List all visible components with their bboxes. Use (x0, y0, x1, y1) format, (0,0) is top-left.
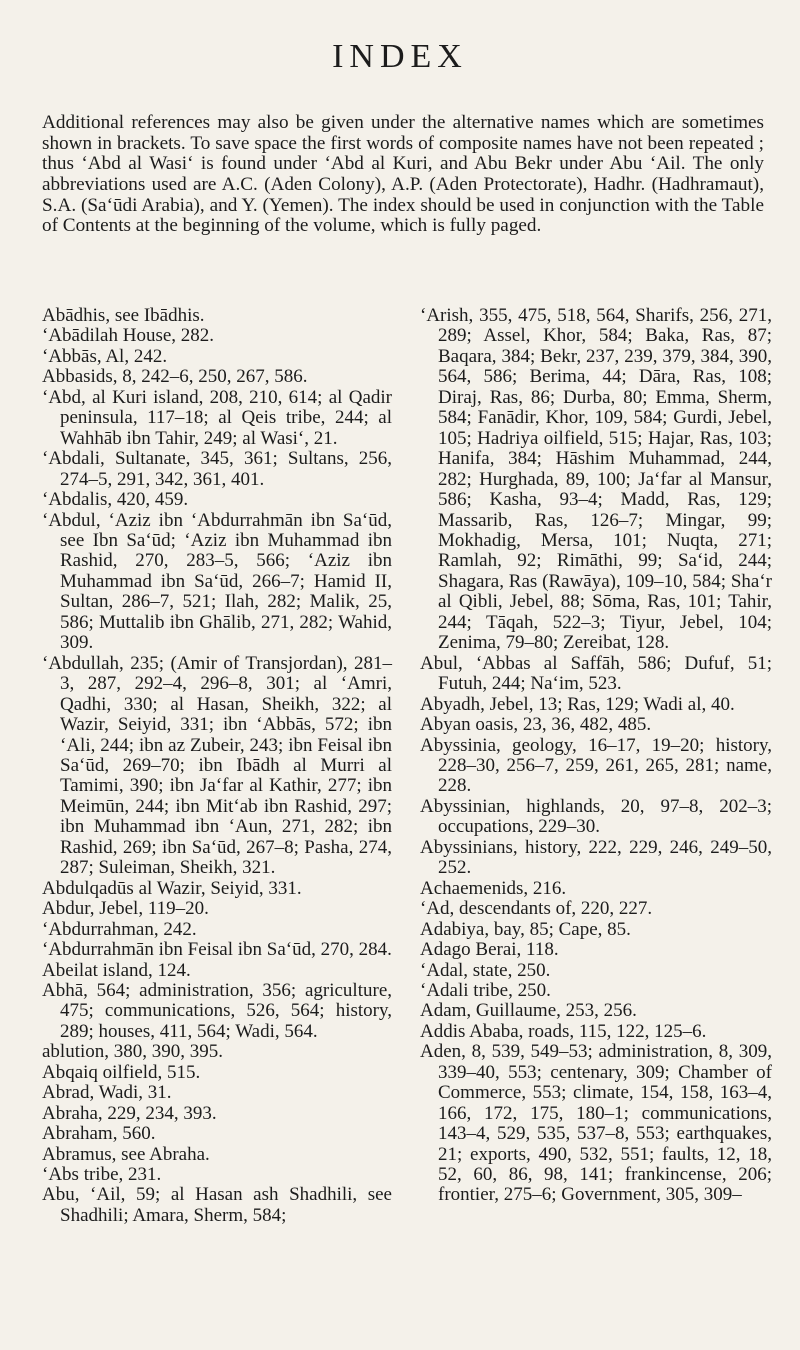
index-columns (42, 306, 772, 1226)
index-entry: Abdur, Jebel, 119–20. (42, 898, 209, 920)
index-entry: Abhā, 564; administration, 356; agriculture, 475; communications, 526, 564; history, 289; houses, 411, 564; Wadi, 564. (42, 979, 392, 1042)
index-column-left (42, 306, 392, 1226)
index-entry: ‘Ad, descendants of, 220, 227. (420, 898, 653, 920)
intro-paragraph: Additional references may also be given under the alternative names which are sometimes shown in brackets. To save space the first words of composite names have not been repeated ; thus ‘Abd al Wasi‘ is found under ‘Abd al Kuri, and Abu Bekr under Abu ‘Ail. The only abbreviations used are A.C. (Aden Colony), A.P. (Aden Protectorate), Hadhr. (Hadhramaut), S.A. (Sa‘ūdi Arabia), and Y. (Yemen). The index should be used in conjunction with the Table of Contents at the beginning of the volume, which is fully paged. (42, 112, 764, 237)
index-entry: Achaemenids, 216. (420, 877, 567, 899)
index-entry: Aden, 8, 539, 549–53; administration, 8, 309, 339–40, 553; centenary, 309; Chamber of Commerce, 553; climate, 154, 158, 163–4, 166, 172, 175, 180–1; communications, 143–4, 529, 535, 537–8, 553; earthquakes, 21; exports, 490, 532, 551; faults, 12, 18, 52, 60, 86, 98, 141; frankincense, 206; frontier, 275–6; Government, 305, 309– (420, 1041, 772, 1206)
index-entry: Abu, ‘Ail, 59; al Hasan ash Shadhili, see Shadhili; Amara, Sherm, 584; (42, 1184, 392, 1226)
index-entry: Abeilat island, 124. (42, 959, 191, 981)
index-entry: ‘Abdurrahman, 242. (42, 918, 197, 940)
index-entry: Abramus, see Abraha. (42, 1143, 210, 1165)
index-entry: Adabiya, bay, 85; Cape, 85. (420, 918, 631, 940)
index-entry: ‘Abs tribe, 231. (42, 1164, 162, 1186)
index-entry: Abyadh, Jebel, 13; Ras, 129; Wadi al, 40. (420, 693, 735, 715)
index-entry: ‘Abbās, Al, 242. (42, 345, 168, 367)
index-entry: ‘Abd, al Kuri island, 208, 210, 614; al Qadir peninsula, 117–18; al Qeis tribe, 244; al Wahhāb ibn Tahir, 249; al Wasi‘, 21. (42, 386, 392, 449)
index-entry: ‘Abdurrahmān ibn Feisal ibn Sa‘ūd, 270, 284. (42, 939, 392, 961)
index-entry: ‘Adal, state, 250. (420, 959, 551, 981)
index-entry: ‘Abdul, ‘Aziz ibn ‘Abdurrahmān ibn Sa‘ūd, see Ibn Sa‘ūd; ‘Aziz ibn Muhammad ibn Rashid, 270, 283–5, 566; ‘Aziz ibn Muhammad ibn Sa‘ūd, 266–7; Hamid II, Sultan, 286–7, 521; Ilah, 282; Malik, 25, 586; Muttalib ibn Ghālib, 271, 282; Wahid, 309. (42, 509, 392, 654)
index-entry: Adam, Guillaume, 253, 256. (420, 1000, 637, 1022)
page-title: INDEX (332, 38, 468, 75)
index-entry: Abyssinian, highlands, 20, 97–8, 202–3; occupations, 229–30. (420, 795, 772, 838)
index-entry: Abdulqadūs al Wazir, Seiyid, 331. (42, 877, 302, 899)
index-entry: ‘Abdalis, 420, 459. (42, 489, 189, 511)
index-entry: ‘Adali tribe, 250. (420, 979, 551, 1001)
index-entry: ‘Abādilah House, 282. (42, 325, 215, 347)
index-entry: Abrad, Wadi, 31. (42, 1082, 172, 1104)
index-entry: Abraha, 229, 234, 393. (42, 1102, 217, 1124)
index-entry: Abyssinia, geology, 16–17, 19–20; history, 228–30, 256–7, 259, 261, 265, 281; name, 228. (420, 734, 772, 797)
index-entry: ablution, 380, 390, 395. (42, 1041, 224, 1063)
index-entry: Abbasids, 8, 242–6, 250, 267, 586. (42, 366, 308, 388)
index-entry: Abraham, 560. (42, 1123, 156, 1145)
index-entry: Addis Ababa, roads, 115, 122, 125–6. (420, 1020, 707, 1042)
index-column-right (420, 306, 772, 1226)
index-entry: Abyssinians, history, 222, 229, 246, 249–50, 252. (420, 836, 772, 879)
index-entry: ‘Abdali, Sultanate, 345, 361; Sultans, 256, 274–5, 291, 342, 361, 401. (42, 448, 392, 490)
index-entry: ‘Arish, 355, 475, 518, 564, Sharifs, 256, 271, 289; Assel, Khor, 584; Baka, Ras, 87; Baqara, 384; Bekr, 237, 239, 379, 384, 390, 564, 586; Berima, 44; Dāra, Ras, 108; Diraj, Ras, 86; Durba, 80; Emma, Sherm, 584; Fanādir, Khor, 109, 584; Gurdi, Jebel, 105; Hadriya oilfield, 515; Hajar, Ras, 103; Hanifa, 384; Hāshim Muhammad, 244, 282; Hurghada, 89, 100; Ja‘far al Mansur, 586; Kasha, 93–4; Madd, Ras, 129; Massarib, Ras, 126–7; Mingar, 99; Mokhadig, Mersa, 101; Nuqta, 271; Ramlah, 92; Rimāthi, 99; Sa‘id, 244; Shagara, Ras (Rawāya), 109–10, 584; Sha‘r al Qibli, Jebel, 88; Sōma, Ras, 101; Tahir, 244; Tāqah, 522–3; Tiyur, Jebel, 104; Zenima, 79–80; Zereibat, 128. (420, 305, 772, 654)
index-entry: Abādhis, see Ibādhis. (42, 305, 205, 326)
index-entry: Abul, ‘Abbas al Saffāh, 586; Dufuf, 51; Futuh, 244; Na‘im, 523. (420, 652, 772, 695)
index-entry: Abyan oasis, 23, 36, 482, 485. (420, 714, 652, 736)
index-entry: Abqaiq oilfield, 515. (42, 1061, 201, 1083)
index-entry: Adago Berai, 118. (420, 939, 559, 961)
index-entry: ‘Abdullah, 235; (Amir of Transjordan), 281–3, 287, 292–4, 296–8, 301; al ‘Amri, Qadhi, 330; al Hasan, Sheikh, 322; al Wazir, Seiyid, 331; ibn ‘Abbās, 572; ibn ‘Ali, 244; ibn az Zubeir, 243; ibn Feisal ibn Sa‘ūd, 269–70; ibn Ibādh al Murri al Tamimi, 390; ibn Ja‘far al Kathir, 277; ibn Meimūn, 244; ibn Mit‘ab ibn Rashid, 297; ibn Muhammad ibn ‘Aun, 271, 282; ibn Rashid, 269; ibn Sa‘ūd, 267–8; Pasha, 274, 287; Suleiman, Sheikh, 321. (42, 652, 392, 879)
